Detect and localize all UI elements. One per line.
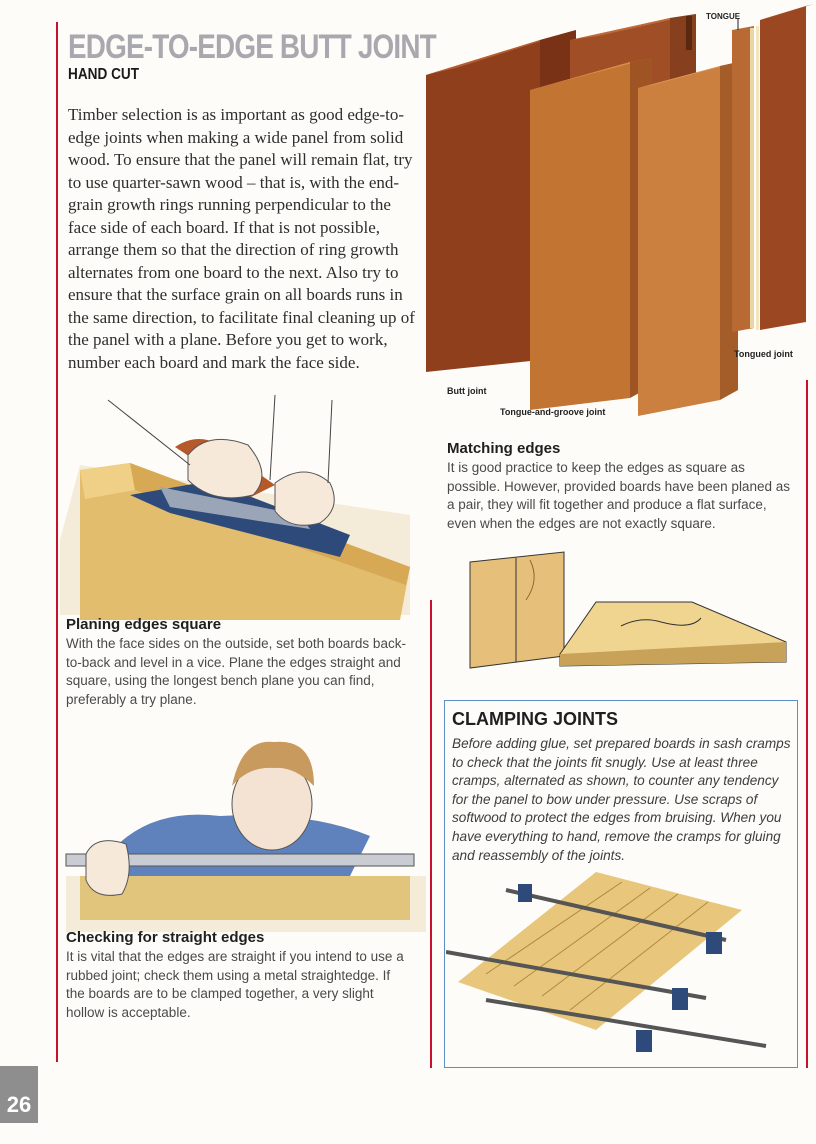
matching-edges-illustration xyxy=(466,550,792,674)
checking-section xyxy=(66,929,406,1022)
planing-section xyxy=(66,616,406,709)
board-tongued-right xyxy=(760,6,806,330)
board-edge xyxy=(80,876,410,920)
tongue-and-groove-label: Tongue-and-groove joint xyxy=(500,407,606,417)
hand-left xyxy=(275,472,334,525)
checking-heading: Checking for straight edges xyxy=(66,929,265,946)
planing-illustration xyxy=(60,395,432,620)
clamping-heading: CLAMPING JOINTS xyxy=(452,709,619,729)
matching-heading: Matching edges xyxy=(447,440,561,457)
page-subtitle: HAND CUT xyxy=(68,66,140,83)
butt-joint-label: Butt joint xyxy=(447,386,487,396)
clamped-panel-illustration xyxy=(446,870,796,1064)
tongue-label: TONGUE xyxy=(706,12,741,21)
hand-right xyxy=(188,439,262,497)
matching-body: It is good practice to keep the edges as square as possible. However, provided boards have been planed as a pair, they will fit together and produce a flat surface, even when the edges are not exactly square. xyxy=(447,460,790,531)
board-front-right xyxy=(638,66,720,416)
clamping-body: Before adding glue, set prepared boards in sash cramps to check that the joints fit snugly. Use at least three cramps, alternated as shown, to counter any tendency for the panel to bow under pressure. Use scraps of softwood to protect the edges from bruising. When you have everything to hand, remove the cramps for gluing and reassembly of the joints. xyxy=(452,736,791,863)
hand-on-rule xyxy=(86,841,129,896)
worker-shirt xyxy=(100,815,370,886)
checking-straightedge-illustration xyxy=(60,726,432,936)
planing-body: With the face sides on the outside, set both boards back-to-back and level in a vice. Plane the edges straight and square, using the longest bench plane you can find, preferably a try plane. xyxy=(66,636,406,707)
right-margin-rule xyxy=(806,380,808,1068)
page-title: EDGE-TO-EDGE BUTT JOINT xyxy=(68,28,436,66)
matching-section xyxy=(447,440,792,533)
checking-body: It is vital that the edges are straight if you intend to use a rubbed joint; check them using a metal straightedge. If the boards are to be clamped together, a very slight hollow is acceptable. xyxy=(66,949,404,1020)
sash-cramp-bottom xyxy=(486,1000,766,1046)
glued-panel xyxy=(458,872,742,1030)
tongued-joint-label: Tongued joint xyxy=(734,349,793,359)
planing-heading: Planing edges square xyxy=(66,616,222,633)
board-back-left xyxy=(426,40,540,372)
page-number: 26 xyxy=(0,1066,38,1123)
board-front-left xyxy=(530,62,630,410)
end-grain-block xyxy=(470,552,564,668)
left-margin-rule xyxy=(56,22,58,1062)
intro-paragraph: Timber selection is as important as good edge-to-edge joints when making a wide panel from solid wood. To ensure that the panel will remain flat, try to use quarter-sawn wood – that is, with the end-grain growth rings running perpendicular to the face side of each board. If that is not possible, arrange them so that the direction of ring growth alternates from one board to the next. Also try to ensure that the surface grain on all boards runs in the same direction, to facilitate final cleaning up of the panel with a plane. Before you get to work, number each board and mark the face side. xyxy=(68,105,415,372)
